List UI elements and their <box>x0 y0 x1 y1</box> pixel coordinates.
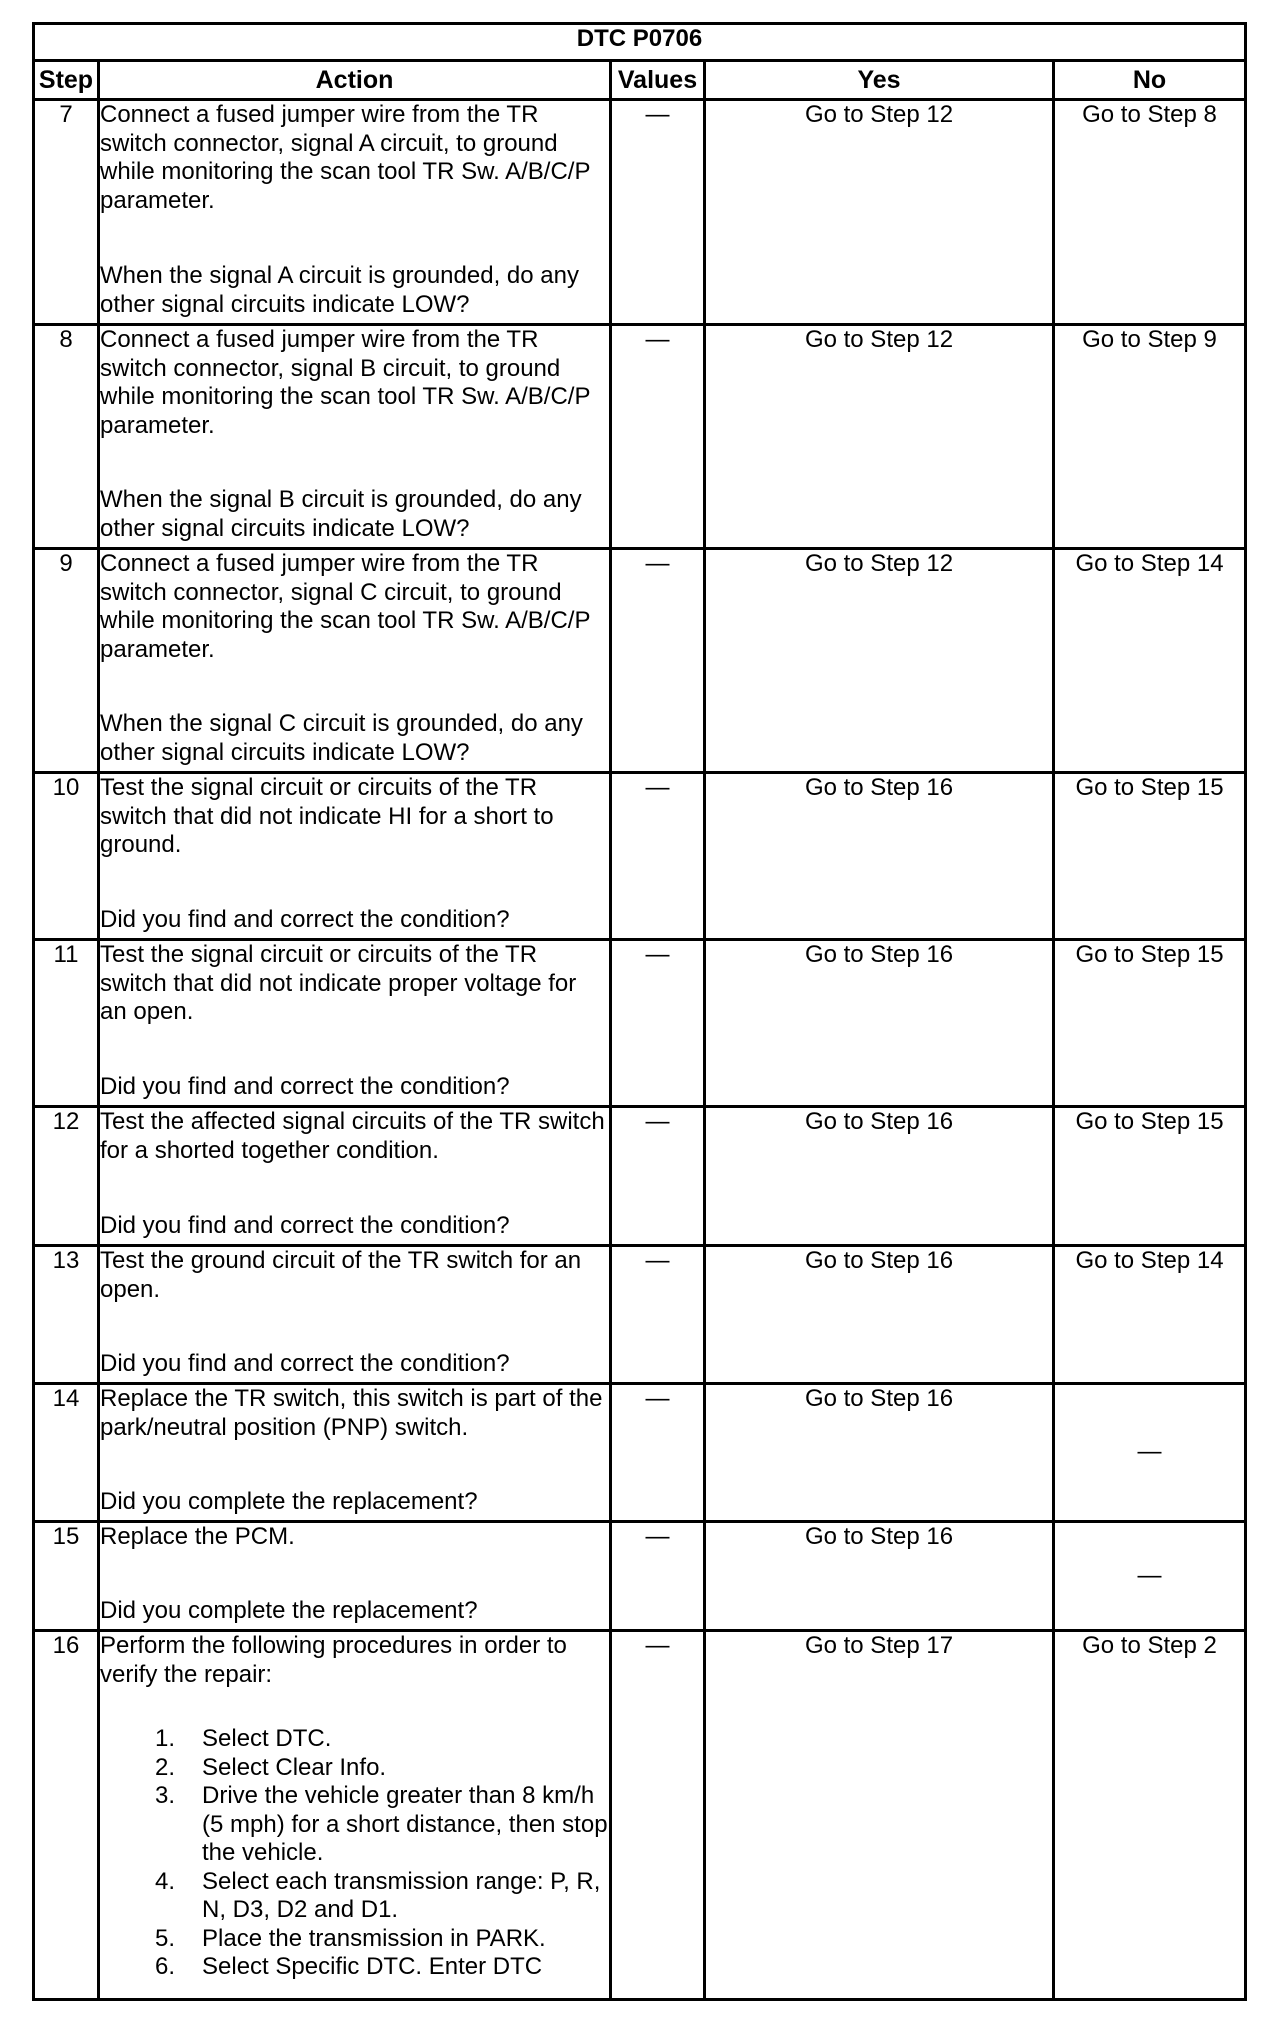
step-number: 8 <box>35 326 100 550</box>
action-question: When the signal C circuit is grounded, do any other signal circuits indicate LOW? <box>100 710 583 766</box>
action-instruction: Connect a fused jumper wire from the TR switch connector, signal B circuit, to ground while monitoring the scan tool TR Sw. A/B/C/P parameter. <box>100 326 591 439</box>
yes-goto-link: Go to Step 16 <box>804 941 954 968</box>
action-instruction: Test the signal circuit or circuits of the TR switch that did not indicate proper voltage for an open. <box>100 941 577 1025</box>
table-row <box>35 101 1244 326</box>
no-goto-link: Go to Step 9 <box>1082 326 1217 353</box>
action-question: Did you find and correct the condition? <box>100 1211 510 1239</box>
table-row <box>35 326 1244 550</box>
values-cell: — <box>612 941 706 1108</box>
yes-cell <box>706 1385 1055 1523</box>
action-instruction: Connect a fused jumper wire from the TR switch connector, signal C circuit, to ground while monitoring the scan tool TR Sw. A/B/C/P parameter. <box>100 550 591 663</box>
values-cell: — <box>612 1247 706 1385</box>
values-cell: — <box>612 1523 706 1632</box>
values-cell: — <box>612 1108 706 1247</box>
list-item: 1. Select DTC. <box>154 1725 332 1752</box>
step-number: 14 <box>35 1385 100 1523</box>
no-goto-link: Go to Step 8 <box>1082 101 1217 128</box>
step-number: 12 <box>35 1108 100 1247</box>
action-instruction: Test the signal circuit or circuits of the TR switch that did not indicate HI for a short to ground. <box>100 774 554 858</box>
list-item: 6. Select Specific DTC. Enter DTC <box>154 1953 543 1980</box>
action-cell <box>100 1385 612 1523</box>
action-question: Did you complete the replacement? <box>100 1596 478 1624</box>
header-step: Step <box>35 62 100 101</box>
values-cell: — <box>612 1632 706 1998</box>
action-question: When the signal B circuit is grounded, do any other signal circuits indicate LOW? <box>100 486 582 542</box>
table-row <box>35 941 1244 1108</box>
action-instruction: Replace the PCM. <box>100 1523 295 1550</box>
step-number: 10 <box>35 774 100 941</box>
no-cell <box>1055 101 1244 326</box>
values-cell: — <box>612 774 706 941</box>
table-row <box>35 1108 1244 1247</box>
list-item: 4. Select each transmission range: P, R, N, D3, D2 and D1. <box>154 1867 601 1923</box>
action-instruction: Test the affected signal circuits of the TR switch for a shorted together condition. <box>100 1108 605 1164</box>
no-goto-link: Go to Step 15 <box>1075 774 1224 801</box>
yes-cell <box>706 550 1055 774</box>
yes-goto-link: Go to Step 16 <box>804 1108 954 1135</box>
header-yes: Yes <box>706 62 1055 101</box>
action-question: When the signal A circuit is grounded, do any other signal circuits indicate LOW? <box>100 262 579 318</box>
no-cell <box>1055 326 1244 550</box>
action-question: Did you find and correct the condition? <box>100 1349 510 1377</box>
action-cell <box>100 101 612 326</box>
no-cell: — <box>1055 1523 1244 1632</box>
yes-goto-link: Go to Step 12 <box>804 101 954 128</box>
header-action: Action <box>100 62 612 101</box>
yes-goto-link: Go to Step 16 <box>804 1385 954 1412</box>
action-cell <box>100 1632 612 1998</box>
values-cell: — <box>612 101 706 326</box>
yes-cell <box>706 941 1055 1108</box>
values-cell: — <box>612 550 706 774</box>
action-cell <box>100 326 612 550</box>
header-no: No <box>1055 62 1244 101</box>
no-goto-link: Go to Step 15 <box>1075 941 1224 968</box>
action-cell <box>100 1523 612 1632</box>
no-goto-link: Go to Step 2 <box>1082 1632 1217 1659</box>
step-number: 15 <box>35 1523 100 1632</box>
yes-cell <box>706 1247 1055 1385</box>
values-cell: — <box>612 1385 706 1523</box>
action-cell <box>100 1108 612 1247</box>
table-row <box>35 774 1244 941</box>
no-cell <box>1055 1108 1244 1247</box>
action-cell <box>100 941 612 1108</box>
values-cell: — <box>612 326 706 550</box>
header-values: Values <box>612 62 706 101</box>
table-row <box>35 1385 1244 1523</box>
no-cell: — <box>1055 1385 1244 1523</box>
yes-cell <box>706 1523 1055 1632</box>
step-number: 7 <box>35 101 100 326</box>
step-number: 13 <box>35 1247 100 1385</box>
action-cell <box>100 774 612 941</box>
yes-goto-link: Go to Step 12 <box>804 550 954 577</box>
no-goto-link: Go to Step 15 <box>1075 1108 1224 1135</box>
action-instruction: Perform the following procedures in order to verify the repair: <box>100 1632 567 1688</box>
table-row <box>35 550 1244 774</box>
yes-cell <box>706 101 1055 326</box>
yes-goto-link: Go to Step 12 <box>804 326 954 353</box>
no-cell <box>1055 1632 1244 1998</box>
no-goto-link: Go to Step 14 <box>1075 550 1224 577</box>
step-number: 9 <box>35 550 100 774</box>
action-question: Did you find and correct the condition? <box>100 905 510 933</box>
no-cell <box>1055 941 1244 1108</box>
action-instruction: Replace the TR switch, this switch is part of the park/neutral position (PNP) switch. <box>100 1385 603 1441</box>
step-number: 16 <box>35 1632 100 1998</box>
yes-cell <box>706 1632 1055 1998</box>
no-cell <box>1055 550 1244 774</box>
yes-goto-link: Go to Step 16 <box>804 1247 954 1274</box>
table-row <box>35 1632 1244 1998</box>
table-row <box>35 1247 1244 1385</box>
action-instruction: Test the ground circuit of the TR switch for an open. <box>100 1247 582 1303</box>
yes-cell <box>706 1108 1055 1247</box>
list-item: 2. Select Clear Info. <box>154 1753 387 1781</box>
list-item: 3. Drive the vehicle greater than 8 km/h (5 mph) for a short distance, then stop the vehicle. <box>154 1782 608 1866</box>
action-instruction: Connect a fused jumper wire from the TR switch connector, signal A circuit, to ground while monitoring the scan tool TR Sw. A/B/C/P parameter. <box>100 101 591 214</box>
action-cell <box>100 1247 612 1385</box>
yes-goto-link: Go to Step 16 <box>804 774 954 801</box>
yes-cell <box>706 326 1055 550</box>
table-row <box>35 1523 1244 1632</box>
dtc-table <box>32 22 1247 2001</box>
no-goto-link: Go to Step 14 <box>1075 1247 1224 1274</box>
yes-goto-link: Go to Step 17 <box>804 1632 954 1659</box>
action-cell <box>100 550 612 774</box>
action-question: Did you complete the replacement? <box>100 1487 478 1515</box>
no-cell <box>1055 774 1244 941</box>
yes-cell <box>706 774 1055 941</box>
step-number: 11 <box>35 941 100 1108</box>
no-cell <box>1055 1247 1244 1385</box>
action-question: Did you find and correct the condition? <box>100 1072 510 1100</box>
table-title: DTC P0706 <box>35 25 1244 62</box>
list-item: 5. Place the transmission in PARK. <box>154 1924 546 1952</box>
yes-goto-link: Go to Step 16 <box>804 1523 954 1550</box>
procedure-list <box>100 1725 609 1982</box>
